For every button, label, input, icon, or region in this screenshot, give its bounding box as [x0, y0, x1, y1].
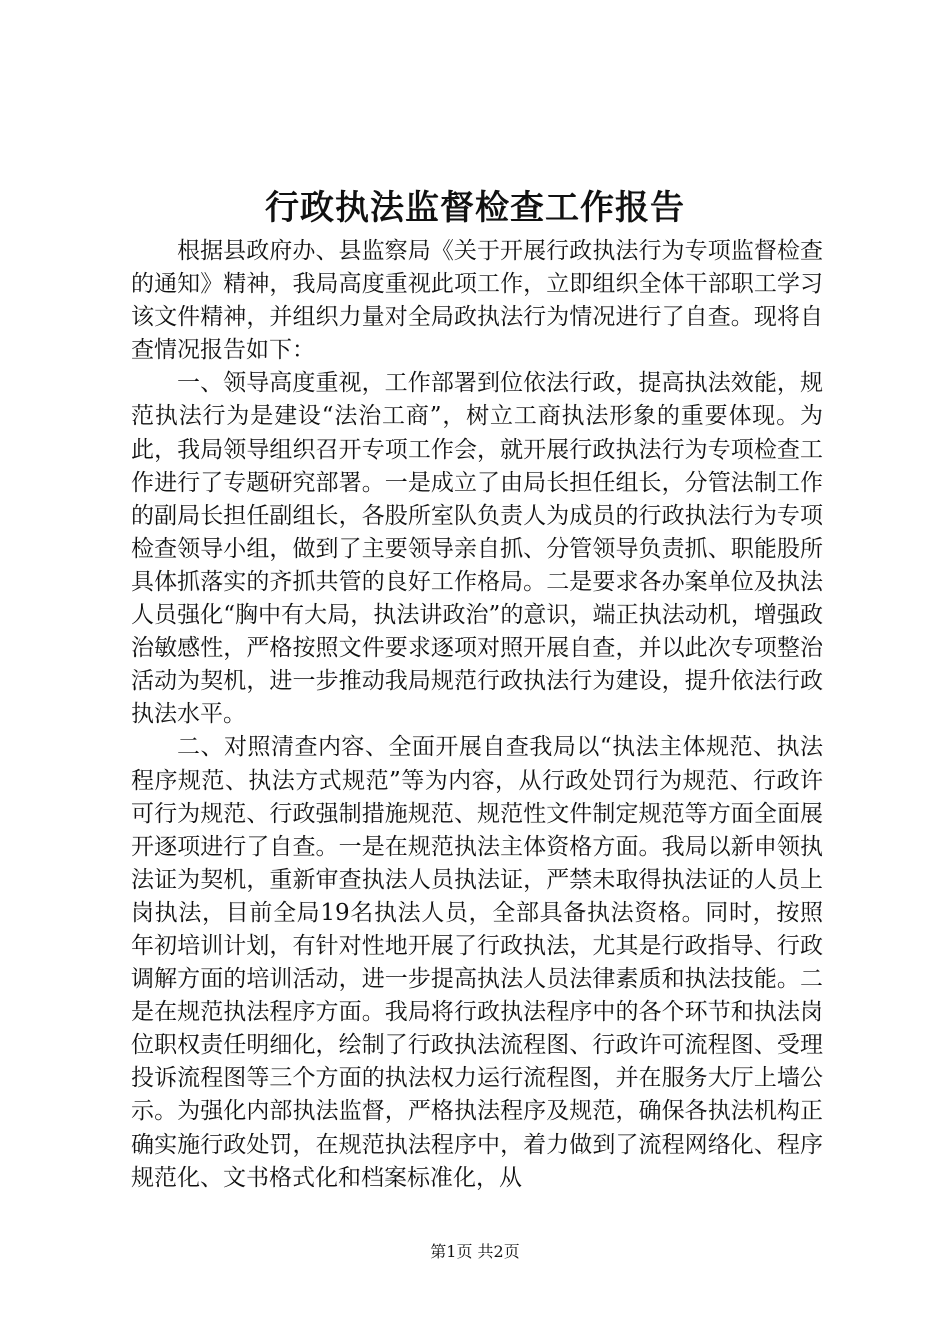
- section-one-paragraph: 一、领导高度重视，工作部署到位依法行政，提高执法效能，规范执法行为是建设“法治工商”，树立工商执法形象的重要体现。为此，我局领导组织召开专项工作会，就开展行政执法行为专项检查工作进行了专题研究部署。一是成立了由局长担任组长，分管法制工作的副局长担任副组长，各股所室队负责人为成员的行政执法行为专项检查领导小组，做到了主要领导亲自抓、分管领导负责抓、职能股所具体抓落实的齐抓共管的良好工作格局。二是要求各办案单位及执法人员强化“胸中有大局，执法讲政治”的意识，端正执法动机，增强政治敏感性，严格按照文件要求逐项对照开展自查，并以此次专项整治活动为契机，进一步推动我局规范行政执法行为建设，提升依法行政执法水平。: [131, 370, 823, 728]
- page-number-footer: 第1页 共2页: [430, 1242, 520, 1261]
- document-title: 行政执法监督检查工作报告: [265, 188, 685, 228]
- section-two-paragraph: 二、对照清查内容、全面开展自查我局以“执法主体规范、执法程序规范、执法方式规范”等为内容，从行政处罚行为规范、行政许可行为规范、行政强制措施规范、规范性文件制定规范等方面全面展开逐项进行了自查。一是在规范执法主体资格方面。我局以新申领执法证为契机，重新审查执法人员执法证，严禁未取得执法证的人员上岗执法，目前全局19名执法人员，全部具备执法资格。同时，按照年初培训计划，有针对性地开展了行政执法，尤其是行政指导、行政调解方面的培训活动，进一步提高执法人员法律素质和执法技能。二是在规范执法程序方面。我局将行政执法程序中的各个环节和执法岗位职权责任明细化，绘制了行政执法流程图、行政许可流程图、受理投诉流程图等三个方面的执法权力运行流程图，并在服务大厅上墙公示。为强化内部执法监督，严格执法程序及规范，确保各执法机构正确实施行政处罚，在规范执法程序中，着力做到了流程网络化、程序规范化、文书格式化和档案标准化，从: [131, 734, 823, 1191]
- intro-paragraph: 根据县政府办、县监察局《关于开展行政执法行为专项监督检查的通知》精神，我局高度重视此项工作，立即组织全体干部职工学习该文件精神，并组织力量对全局政执法行为情况进行了自查。现将自查情况报告如下：: [131, 238, 823, 364]
- document-body: [131, 235, 823, 1195]
